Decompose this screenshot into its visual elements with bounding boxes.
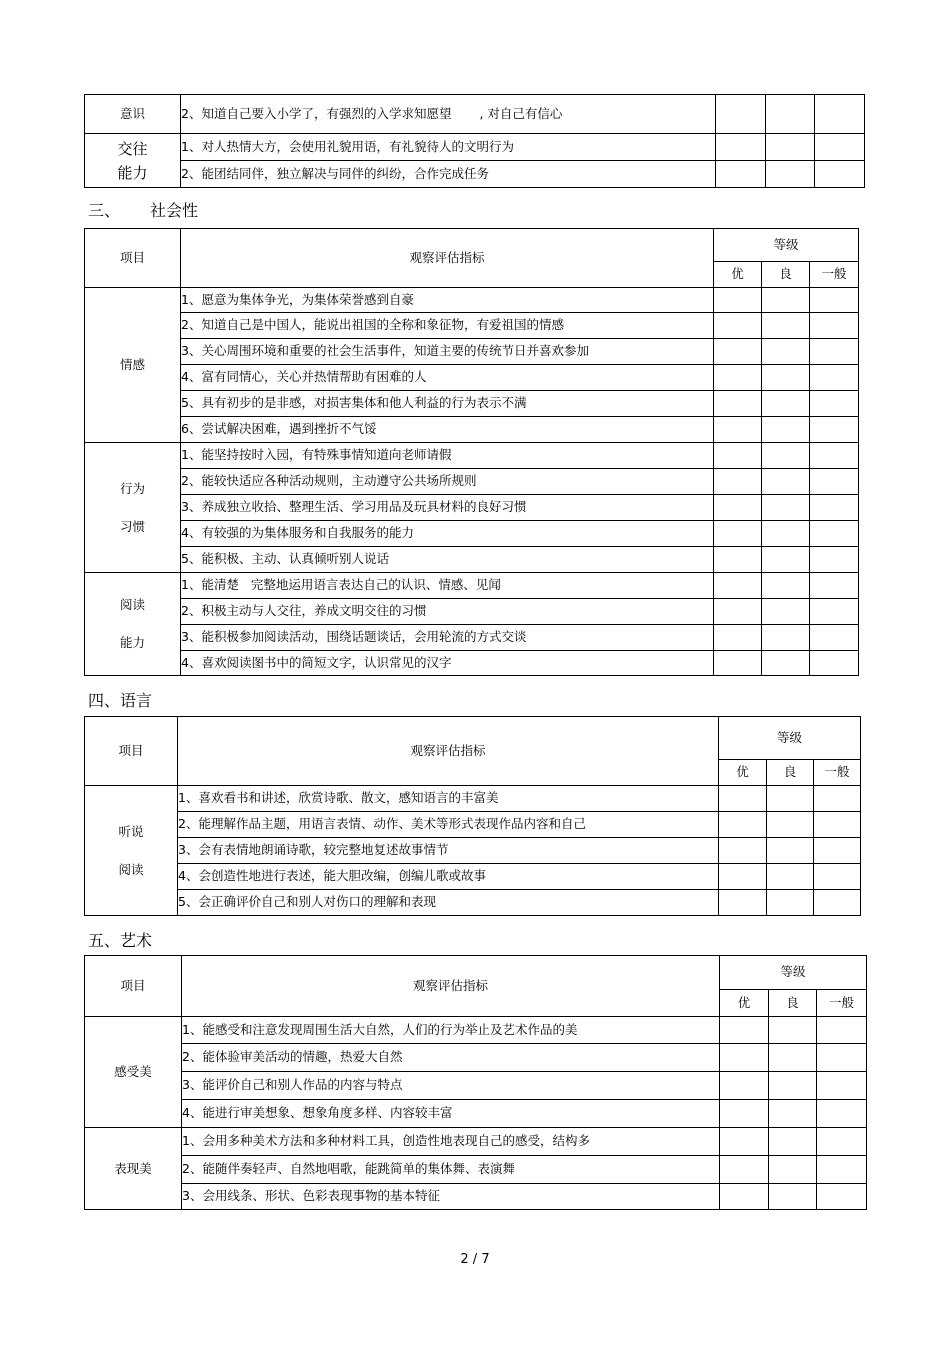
indicator-cell: 3、会有表情地朗诵诗歌，较完整地复述故事情节 [178,838,719,864]
grade-cell[interactable] [810,469,859,495]
indicator-cell: 5、能积极、主动、认真倾听别人说话 [181,547,714,573]
grade-cell[interactable] [810,365,859,391]
grade-cell[interactable] [714,339,762,365]
grade-cell[interactable] [766,95,815,134]
indicator-cell: 4、会创造性地进行表述，能大胆改编，创编儿歌或故事 [178,864,719,890]
grade-cell[interactable] [762,313,810,339]
indicator-cell: 2、积极主动与人交往，养成文明交往的习惯 [181,599,714,625]
grade-good: 良 [769,990,817,1017]
grade-cell[interactable] [714,313,762,339]
header-item: 项目 [85,717,178,786]
grade-cell[interactable] [817,1072,867,1100]
category-cell: 听说 阅读 [85,786,178,916]
grade-cell[interactable] [714,625,762,651]
grade-cell[interactable] [810,417,859,443]
header-item: 项目 [85,229,181,288]
grade-cell[interactable] [720,1156,769,1184]
grade-cell[interactable] [817,1017,867,1044]
grade-cell[interactable] [769,1100,817,1128]
grade-cell[interactable] [810,625,859,651]
grade-cell[interactable] [714,573,762,599]
grade-cell[interactable] [762,288,810,313]
grade-good: 良 [762,262,810,288]
grade-cell[interactable] [762,573,810,599]
grade-cell[interactable] [814,864,861,890]
header-item: 项目 [85,956,182,1017]
grade-excellent: 优 [719,760,767,786]
indicator-cell: 4、喜欢阅读图书中的简短文字，认识常见的汉字 [181,651,714,676]
header-grade: 等级 [719,717,861,760]
grade-average: 一般 [810,262,859,288]
grade-cell[interactable] [769,1017,817,1044]
grade-cell[interactable] [714,288,762,313]
grade-cell[interactable] [769,1184,817,1210]
indicator-cell: 4、能进行审美想象、想象角度多样、内容较丰富 [182,1100,720,1128]
category-cell: 表现美 [85,1128,182,1210]
grade-cell[interactable] [769,1128,817,1156]
grade-cell[interactable] [810,599,859,625]
grade-cell[interactable] [810,547,859,573]
grade-cell[interactable] [815,161,865,188]
grade-average: 一般 [814,760,861,786]
grade-cell[interactable] [810,573,859,599]
grade-cell[interactable] [815,95,865,134]
indicator-cell: 2、能理解作品主题，用语言表情、动作、美术等形式表现作品内容和自己 [178,812,719,838]
indicator-cell: 4、富有同情心，关心并热情帮助有困难的人 [181,365,714,391]
indicator-cell: 1、能感受和注意发现周围生活大自然，人们的行为举止及艺术作品的美 [182,1017,720,1044]
section-title: 五、艺术 [88,931,153,950]
indicator-cell: 2、能较快适应各种活动规则，主动遵守公共场所规则 [181,469,714,495]
grade-cell[interactable] [815,134,865,161]
grade-cell[interactable] [817,1156,867,1184]
grade-cell[interactable] [716,134,766,161]
grade-excellent: 优 [714,262,762,288]
grade-cell[interactable] [810,288,859,313]
indicator-cell: 3、关心周围环境和重要的社会生活事件，知道主要的传统节日并喜欢参加 [181,339,714,365]
indicator-cell: 2、能体验审美活动的情趣，热爱大自然 [182,1044,720,1072]
grade-cell[interactable] [714,599,762,625]
grade-cell[interactable] [714,391,762,417]
grade-cell[interactable] [762,625,810,651]
grade-cell[interactable] [810,495,859,521]
grade-cell[interactable] [720,1100,769,1128]
indicator-cell: 1、能坚持按时入园，有特殊事情知道向老师请假 [181,443,714,469]
grade-cell[interactable] [814,786,861,812]
grade-cell[interactable] [810,339,859,365]
grade-cell[interactable] [714,417,762,443]
indicator-cell: 2、知道自己要入小学了，有强烈的入学求知愿望 , 对自己有信心 [181,95,716,134]
grade-cell[interactable] [762,391,810,417]
indicator-cell: 3、养成独立收拾、整理生活、学习用品及玩具材料的良好习惯 [181,495,714,521]
grade-cell[interactable] [714,651,762,676]
grade-cell[interactable] [762,547,810,573]
grade-cell[interactable] [762,365,810,391]
grade-cell[interactable] [714,521,762,547]
grade-cell[interactable] [762,599,810,625]
grade-cell[interactable] [767,864,814,890]
grade-average: 一般 [817,990,867,1017]
grade-cell[interactable] [762,417,810,443]
grade-cell[interactable] [716,161,766,188]
grade-cell[interactable] [767,838,814,864]
grade-cell[interactable] [769,1044,817,1072]
section-title: 三、 社会性 [88,201,199,220]
grade-cell[interactable] [719,864,767,890]
section-title: 四、语言 [88,691,153,710]
indicator-cell: 3、能积极参加阅读活动，围绕话题谈话，会用轮流的方式交谈 [181,625,714,651]
header-indicators: 观察评估指标 [181,229,714,288]
art-table [84,955,867,1210]
grade-cell[interactable] [720,1128,769,1156]
grade-cell[interactable] [767,812,814,838]
page-number: 2 / 7 [460,1252,490,1267]
grade-cell[interactable] [814,838,861,864]
grade-cell[interactable] [769,1156,817,1184]
grade-cell[interactable] [817,1044,867,1072]
language-table [84,716,861,916]
grade-cell[interactable] [714,495,762,521]
indicator-cell: 2、能团结同伴，独立解决与同伴的纠纷，合作完成任务 [181,161,716,188]
header-indicators: 观察评估指标 [178,717,719,786]
grade-cell[interactable] [714,547,762,573]
grade-cell[interactable] [714,365,762,391]
category-cell: 意识 [85,95,181,134]
indicator-cell: 1、喜欢看书和讲述，欣赏诗歌、散文，感知语言的丰富美 [178,786,719,812]
indicator-cell: 1、会用多种美术方法和多种材料工具，创造性地表现自己的感受，结构多 [182,1128,720,1156]
grade-cell[interactable] [817,1128,867,1156]
grade-cell[interactable] [762,495,810,521]
category-cell: 阅读 能力 [85,573,181,676]
grade-cell[interactable] [817,1100,867,1128]
grade-cell[interactable] [810,313,859,339]
grade-cell[interactable] [762,469,810,495]
grade-cell[interactable] [762,521,810,547]
indicator-cell: 5、具有初步的是非感，对损害集体和他人利益的行为表示不满 [181,391,714,417]
grade-cell[interactable] [810,443,859,469]
grade-excellent: 优 [720,990,769,1017]
grade-good: 良 [767,760,814,786]
grade-cell[interactable] [814,890,861,916]
category-cell: 交往 能力 [85,134,181,188]
grade-cell[interactable] [769,1072,817,1100]
indicator-cell: 1、愿意为集体争光，为集体荣誉感到自豪 [181,288,714,313]
top-table [84,94,865,188]
header-grade: 等级 [720,956,867,990]
indicator-cell: 6、尝试解决困难，遇到挫折不气馁 [181,417,714,443]
grade-cell[interactable] [814,812,861,838]
grade-cell[interactable] [719,838,767,864]
grade-cell[interactable] [810,521,859,547]
indicator-cell: 5、会正确评价自己和别人对伤口的理解和表现 [178,890,719,916]
grade-cell[interactable] [767,890,814,916]
header-grade: 等级 [714,229,859,262]
grade-cell[interactable] [720,1184,769,1210]
grade-cell[interactable] [714,469,762,495]
category-cell: 情感 [85,288,181,443]
indicator-cell: 2、能随伴奏轻声、自然地唱歌，能跳简单的集体舞、表演舞 [182,1156,720,1184]
grade-cell[interactable] [720,1072,769,1100]
grade-cell[interactable] [810,391,859,417]
indicator-cell: 1、对人热情大方，会使用礼貌用语，有礼貌待人的文明行为 [181,134,716,161]
grade-cell[interactable] [762,443,810,469]
indicator-cell: 2、知道自己是中国人，能说出祖国的全称和象征物，有爱祖国的情感 [181,313,714,339]
indicator-cell: 4、有较强的为集体服务和自我服务的能力 [181,521,714,547]
grade-cell[interactable] [719,890,767,916]
indicator-cell: 3、能评价自己和别人作品的内容与特点 [182,1072,720,1100]
header-indicators: 观察评估指标 [182,956,720,1017]
grade-cell[interactable] [817,1184,867,1210]
indicator-cell: 3、会用线条、形状、色彩表现事物的基本特征 [182,1184,720,1210]
grade-cell[interactable] [762,339,810,365]
social-table [84,228,859,676]
grade-cell[interactable] [810,651,859,676]
grade-cell[interactable] [766,161,815,188]
category-cell: 感受美 [85,1017,182,1128]
category-cell: 行为 习惯 [85,443,181,573]
grade-cell[interactable] [716,95,766,134]
grade-cell[interactable] [714,443,762,469]
grade-cell[interactable] [767,786,814,812]
grade-cell[interactable] [719,812,767,838]
grade-cell[interactable] [762,651,810,676]
indicator-cell: 1、能清楚 完整地运用语言表达自己的认识、情感、见闻 [181,573,714,599]
grade-cell[interactable] [719,786,767,812]
grade-cell[interactable] [766,134,815,161]
grade-cell[interactable] [720,1017,769,1044]
grade-cell[interactable] [720,1044,769,1072]
